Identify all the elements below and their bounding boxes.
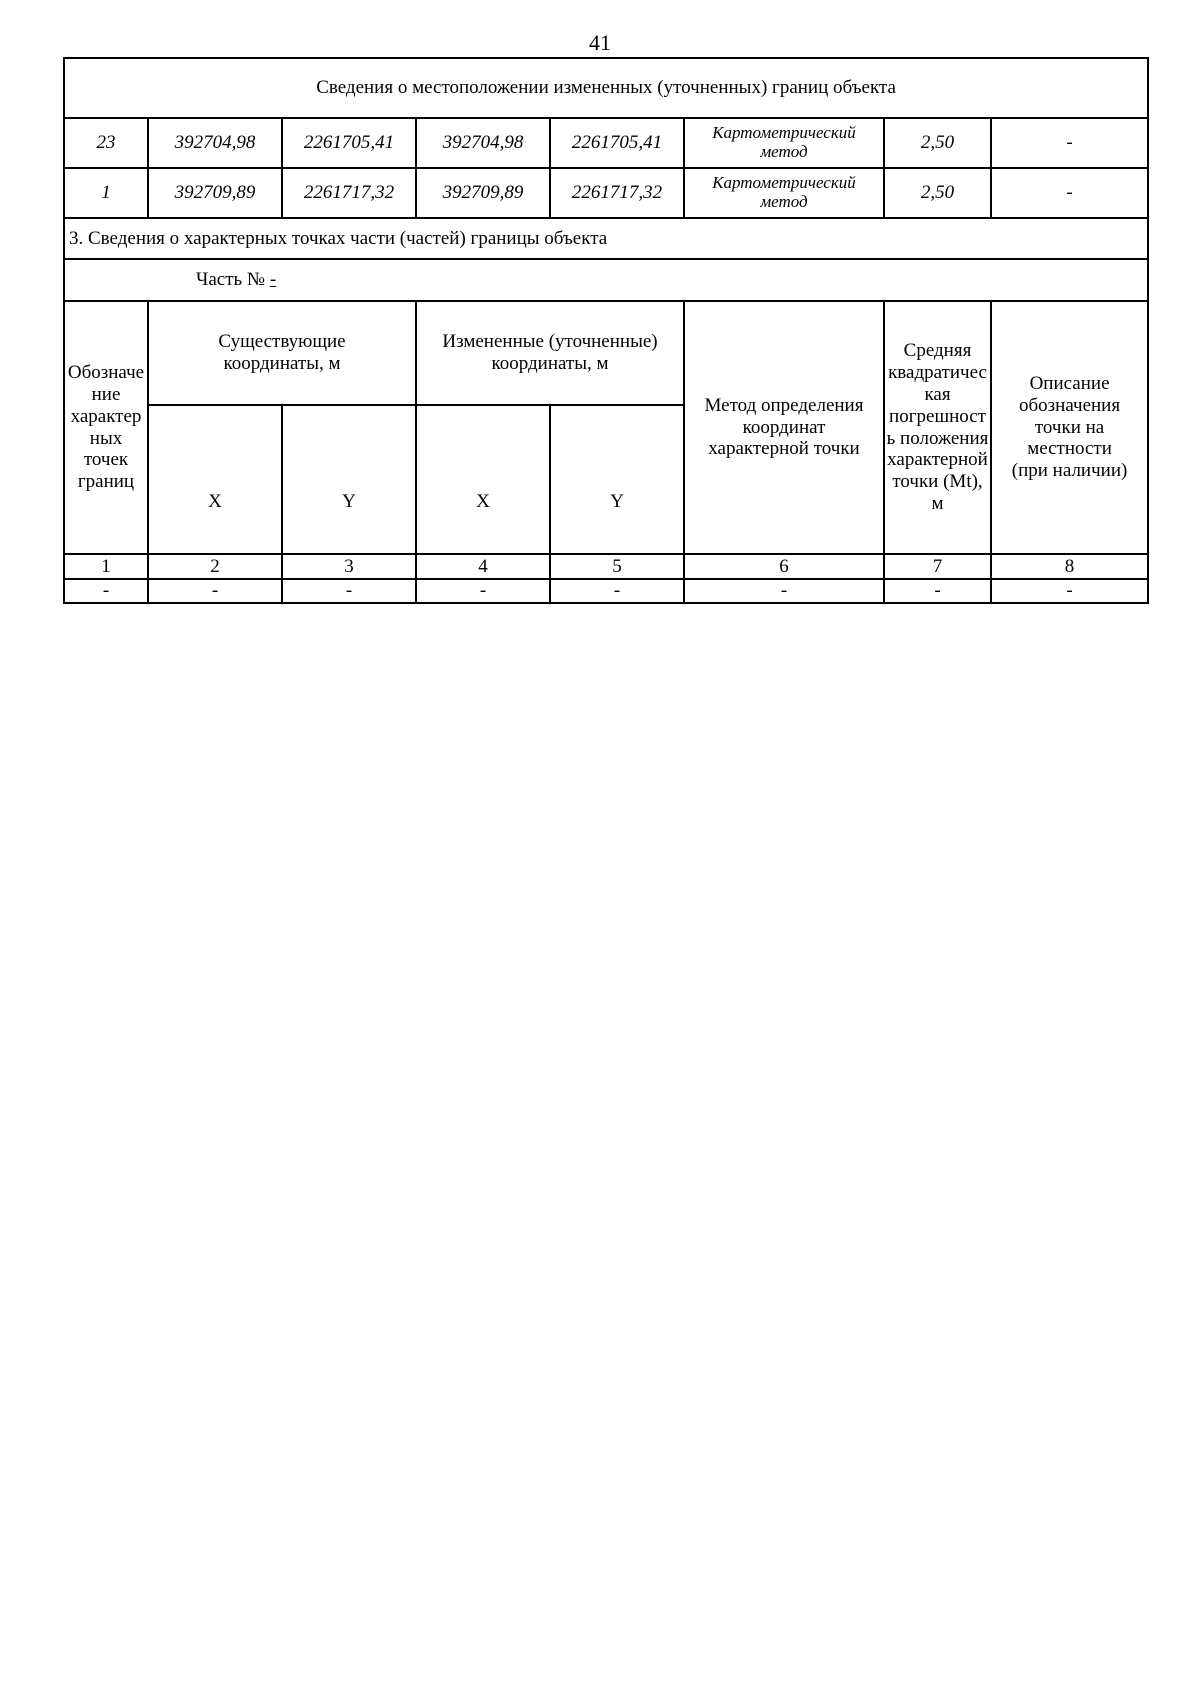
description-cell: - (991, 118, 1148, 168)
y-existing-cell: 2261717,32 (282, 168, 416, 218)
column-numbers-row (64, 554, 1148, 579)
x-changed-cell: 392704,98 (416, 118, 550, 168)
method-cell (684, 118, 884, 168)
y-changed-cell: 2261717,32 (550, 168, 684, 218)
header-method (684, 301, 884, 554)
empty-cell: - (416, 579, 550, 603)
header-line: точки на (1034, 416, 1105, 438)
x-existing-cell: 392709,89 (148, 168, 282, 218)
header-y-changed: Y (550, 405, 684, 554)
header-line: точек (83, 449, 129, 471)
column-number: 8 (991, 554, 1148, 579)
column-number: 7 (884, 554, 991, 579)
x-changed-cell: 392709,89 (416, 168, 550, 218)
empty-cell: - (148, 579, 282, 603)
header-line: местности (1027, 438, 1112, 460)
header-x-existing: X (148, 405, 282, 554)
boundary-points-table (63, 57, 1149, 604)
header-line: точки (Mt), (892, 471, 983, 493)
header-line: ние (91, 383, 121, 405)
x-existing-cell: 392704,98 (148, 118, 282, 168)
header-line: Метод определения (704, 394, 864, 416)
method-line: Картометрический (712, 123, 856, 143)
header-line: Средняя (903, 340, 972, 362)
header-mt (884, 301, 991, 554)
header-existing-coords (148, 301, 416, 405)
header-line: границ (77, 471, 135, 493)
header-line: ных (89, 427, 123, 449)
point-cell: 1 (64, 168, 148, 218)
header-line: Описание (1029, 372, 1110, 394)
header-line: координат (742, 416, 826, 438)
header-line: координаты, м (491, 353, 609, 374)
empty-cell: - (684, 579, 884, 603)
header-line: квадратичес (888, 361, 987, 383)
header-point-designation (64, 301, 148, 554)
header-y-existing: Y (282, 405, 416, 554)
header-line: характерной точки (708, 438, 860, 460)
mt-cell: 2,50 (884, 118, 991, 168)
table-title: Сведения о местоположении измененных (уточненных) границ объекта (64, 58, 1148, 118)
header-changed-coords (416, 301, 684, 405)
page-number: 41 (589, 30, 611, 55)
point-cell: 23 (64, 118, 148, 168)
header-line: (при наличии) (1011, 460, 1128, 482)
table-row (64, 118, 1148, 168)
method-line: метод (760, 192, 808, 211)
header-x-changed: X (416, 405, 550, 554)
header-line: Измененные (уточненные) (442, 331, 658, 353)
column-number: 5 (550, 554, 684, 579)
column-number: 4 (416, 554, 550, 579)
header-line: характерной (887, 449, 988, 471)
header-description (991, 301, 1148, 554)
header-line: погрешност (889, 405, 986, 427)
column-number: 2 (148, 554, 282, 579)
method-line: Картометрический (712, 173, 856, 193)
empty-cell: - (991, 579, 1148, 603)
empty-cell: - (550, 579, 684, 603)
table-row (64, 579, 1148, 603)
section-3-title: 3. Сведения о характерных точках части (частей) границы объекта (64, 218, 1148, 259)
header-line: координаты, м (223, 353, 341, 374)
part-number-row (64, 259, 1148, 301)
empty-cell: - (884, 579, 991, 603)
part-number: - (269, 269, 277, 291)
empty-cell: - (282, 579, 416, 603)
header-line: кая (924, 383, 951, 405)
column-number: 6 (684, 554, 884, 579)
empty-cell: - (64, 579, 148, 603)
mt-cell: 2,50 (884, 168, 991, 218)
column-number: 3 (282, 554, 416, 579)
method-cell (684, 168, 884, 218)
header-line: Существующие (218, 331, 346, 353)
y-existing-cell: 2261705,41 (282, 118, 416, 168)
header-line: ь положения (886, 427, 989, 449)
part-label: Часть № (196, 269, 266, 291)
method-line: метод (760, 142, 808, 161)
header-line: Обозначе (67, 361, 145, 383)
header-line: обозначения (1019, 394, 1121, 416)
table-row (64, 168, 1148, 218)
header-line: м (931, 493, 944, 515)
y-changed-cell: 2261705,41 (550, 118, 684, 168)
header-line: характер (70, 405, 142, 427)
description-cell: - (991, 168, 1148, 218)
column-number: 1 (64, 554, 148, 579)
